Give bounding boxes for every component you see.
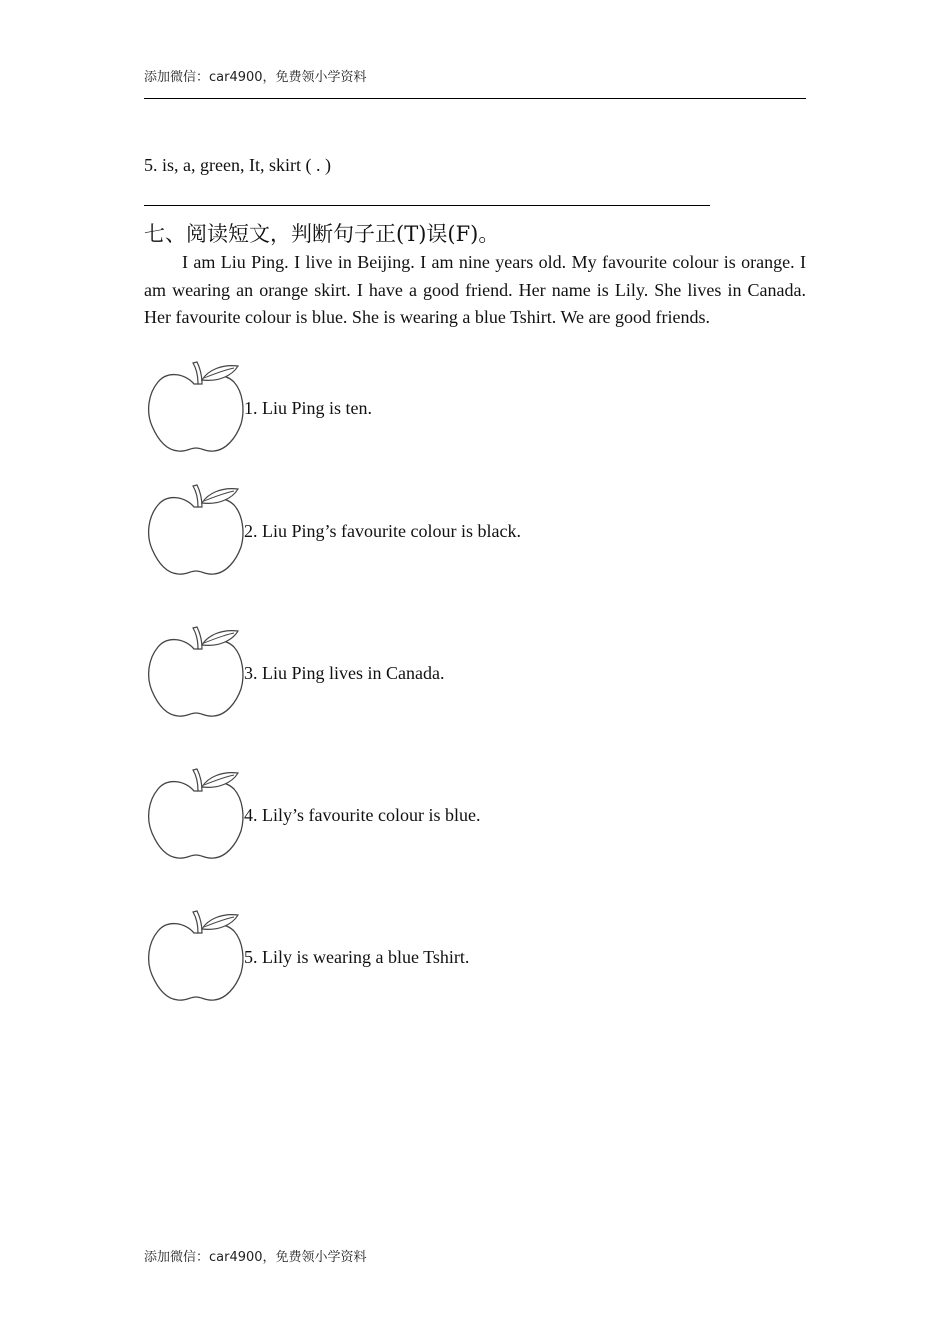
apple-icon[interactable] [146,767,246,862]
page-header: 添加微信：car4900，免费领小学资料 [144,70,367,85]
statement-item-1 [146,360,746,455]
statement-item-5 [146,909,746,1004]
question-5: 5. is, a, green, It, skirt ( . ) [144,155,331,175]
statement-text: 4. Lily’s favourite colour is blue. [244,805,481,825]
apple-icon[interactable] [146,483,246,578]
statement-text: 5. Lily is wearing a blue Tshirt. [244,947,470,967]
apple-icon[interactable] [146,909,246,1004]
section-title: 七、阅读短文，判断句子正(T)误(F)。 [144,222,500,246]
answer-line [144,205,710,206]
apple-icon[interactable] [146,625,246,720]
statement-item-3 [146,625,746,720]
statement-text: 1. Liu Ping is ten. [244,398,373,418]
page-footer: 添加微信：car4900，免费领小学资料 [144,1250,367,1265]
header-divider [144,98,806,99]
statement-text: 2. Liu Ping’s favourite colour is black. [244,521,521,541]
statement-text: 3. Liu Ping lives in Canada. [244,663,445,683]
reading-passage: I am Liu Ping. I live in Beijing. I am nine years old. My favourite colour is orange. I am wearing an orange skirt. I have a good friend. Her name is Lily. She lives in Canada. Her favourite colour is blue. She is wearing a blue Tshirt. We are good friends. [144,252,806,327]
statement-item-4 [146,767,746,862]
apple-icon[interactable] [146,360,246,455]
statement-item-2 [146,483,746,578]
